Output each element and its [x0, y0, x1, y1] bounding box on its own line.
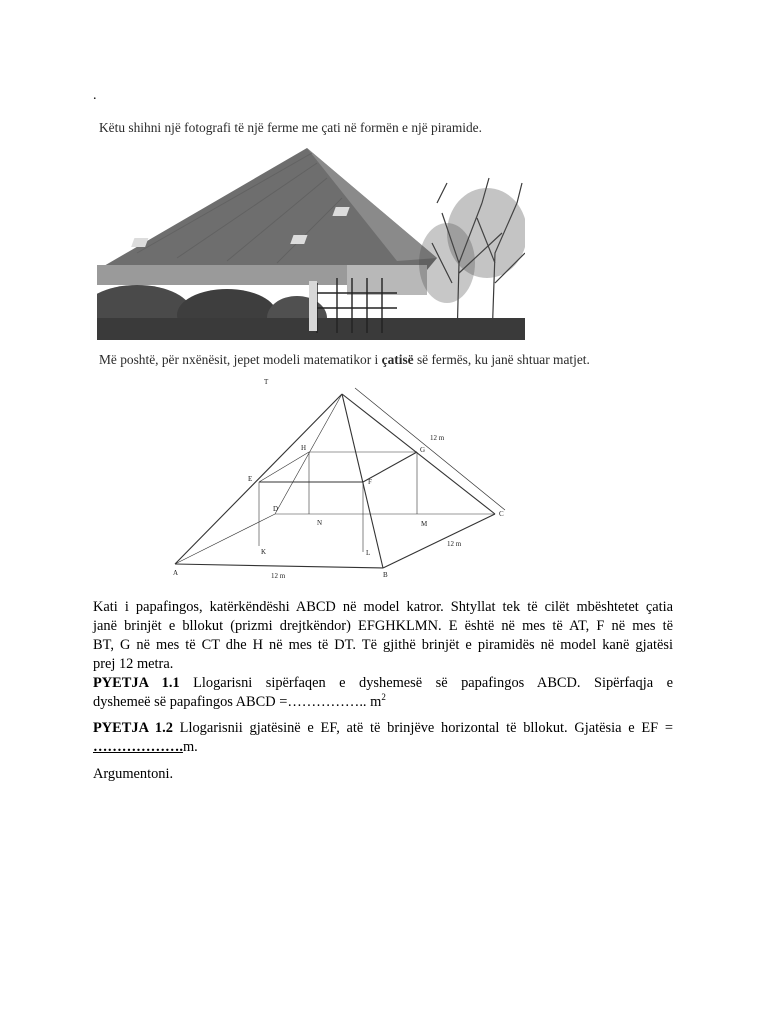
- label-h: H: [301, 444, 307, 452]
- pyramid-diagram-graphic: [165, 374, 525, 584]
- measure-top: 12 m: [430, 434, 445, 442]
- edge-ad: [175, 514, 275, 564]
- label-m: M: [421, 520, 428, 528]
- q1-text: Llogarisni sipërfaqen e dyshemesë së papafingos ABCD. Sipërfaqja e: [193, 675, 673, 691]
- edge-ct: [342, 394, 495, 514]
- q2-label: PYETJA 1.2: [93, 720, 173, 736]
- label-d: D: [273, 505, 279, 513]
- question-1-2: [93, 719, 673, 757]
- q2-line-2: [93, 738, 673, 757]
- label-c: C: [499, 510, 504, 518]
- q1-unit-exponent: 2: [381, 692, 386, 703]
- question-1-1: [93, 674, 673, 712]
- leading-mark: .: [93, 88, 97, 103]
- q1-line-2: [93, 693, 673, 712]
- label-g: G: [420, 446, 426, 454]
- edge-ab: [175, 564, 383, 568]
- closing-instruction: Argumentoni.: [93, 766, 174, 782]
- edge-bc: [383, 514, 495, 568]
- photo-caption: Këtu shihni një fotografi të një ferme me çati në formën e një piramide.: [99, 120, 482, 135]
- intro-line-2: janë brinjët e bllokut (prizmi drejtkëndor) EFGHKLMN. E është në mes të AT, F në mes të: [93, 618, 673, 634]
- q2-answer-blank: ……………….: [93, 739, 183, 755]
- label-a: A: [173, 569, 179, 577]
- intro-paragraph: [93, 598, 673, 674]
- measure-right: 12 m: [447, 540, 462, 548]
- label-t: T: [264, 378, 269, 386]
- measure-line: [355, 388, 505, 510]
- model-caption-bold: çatisë: [381, 352, 414, 367]
- label-e: E: [248, 475, 253, 483]
- q1-answer-text: dyshemeë së papafingos ABCD =…………….. m: [93, 694, 382, 710]
- model-caption-start: Më poshtë, për nxënësit, jepet modeli matematikor i: [99, 352, 382, 367]
- edge-at: [175, 394, 342, 564]
- edge-dt: [275, 394, 342, 514]
- label-k: K: [261, 548, 267, 556]
- label-l: L: [366, 549, 371, 557]
- vertex-labels: [173, 378, 504, 580]
- q2-unit: m.: [182, 739, 198, 755]
- model-caption: [99, 352, 590, 368]
- q2-line-1: [93, 719, 673, 738]
- label-n: N: [317, 519, 323, 527]
- label-b: B: [383, 571, 388, 579]
- edge-bt: [342, 394, 383, 568]
- pyramid-diagram: [165, 374, 525, 584]
- q1-label: PYETJA 1.1: [93, 675, 180, 691]
- intro-line-3: BT, G në mes të CT dhe H në mes të DT. Të gjithë brinjët e piramidës në model kanë gjatësi: [93, 637, 673, 653]
- intro-line-4: prej 12 metra.: [93, 656, 174, 672]
- q2-text: Llogarisnii gjatësinë e EF, atë të brinjëve horizontal të bllokut. Gjatësia e EF =: [179, 720, 674, 736]
- label-f: F: [368, 478, 372, 486]
- measure-bottom: 12 m: [271, 572, 286, 580]
- intro-line-1: Kati i papafingos, katërkëndëshi ABCD në model katror. Shtyllat tek të cilët mbështetet çatia: [93, 599, 673, 615]
- model-caption-end: së fermës, ku janë shtuar matjet.: [413, 352, 590, 367]
- farm-photo-graphic: [97, 143, 525, 340]
- farm-photo: [97, 143, 525, 340]
- q1-line-1: [93, 674, 673, 693]
